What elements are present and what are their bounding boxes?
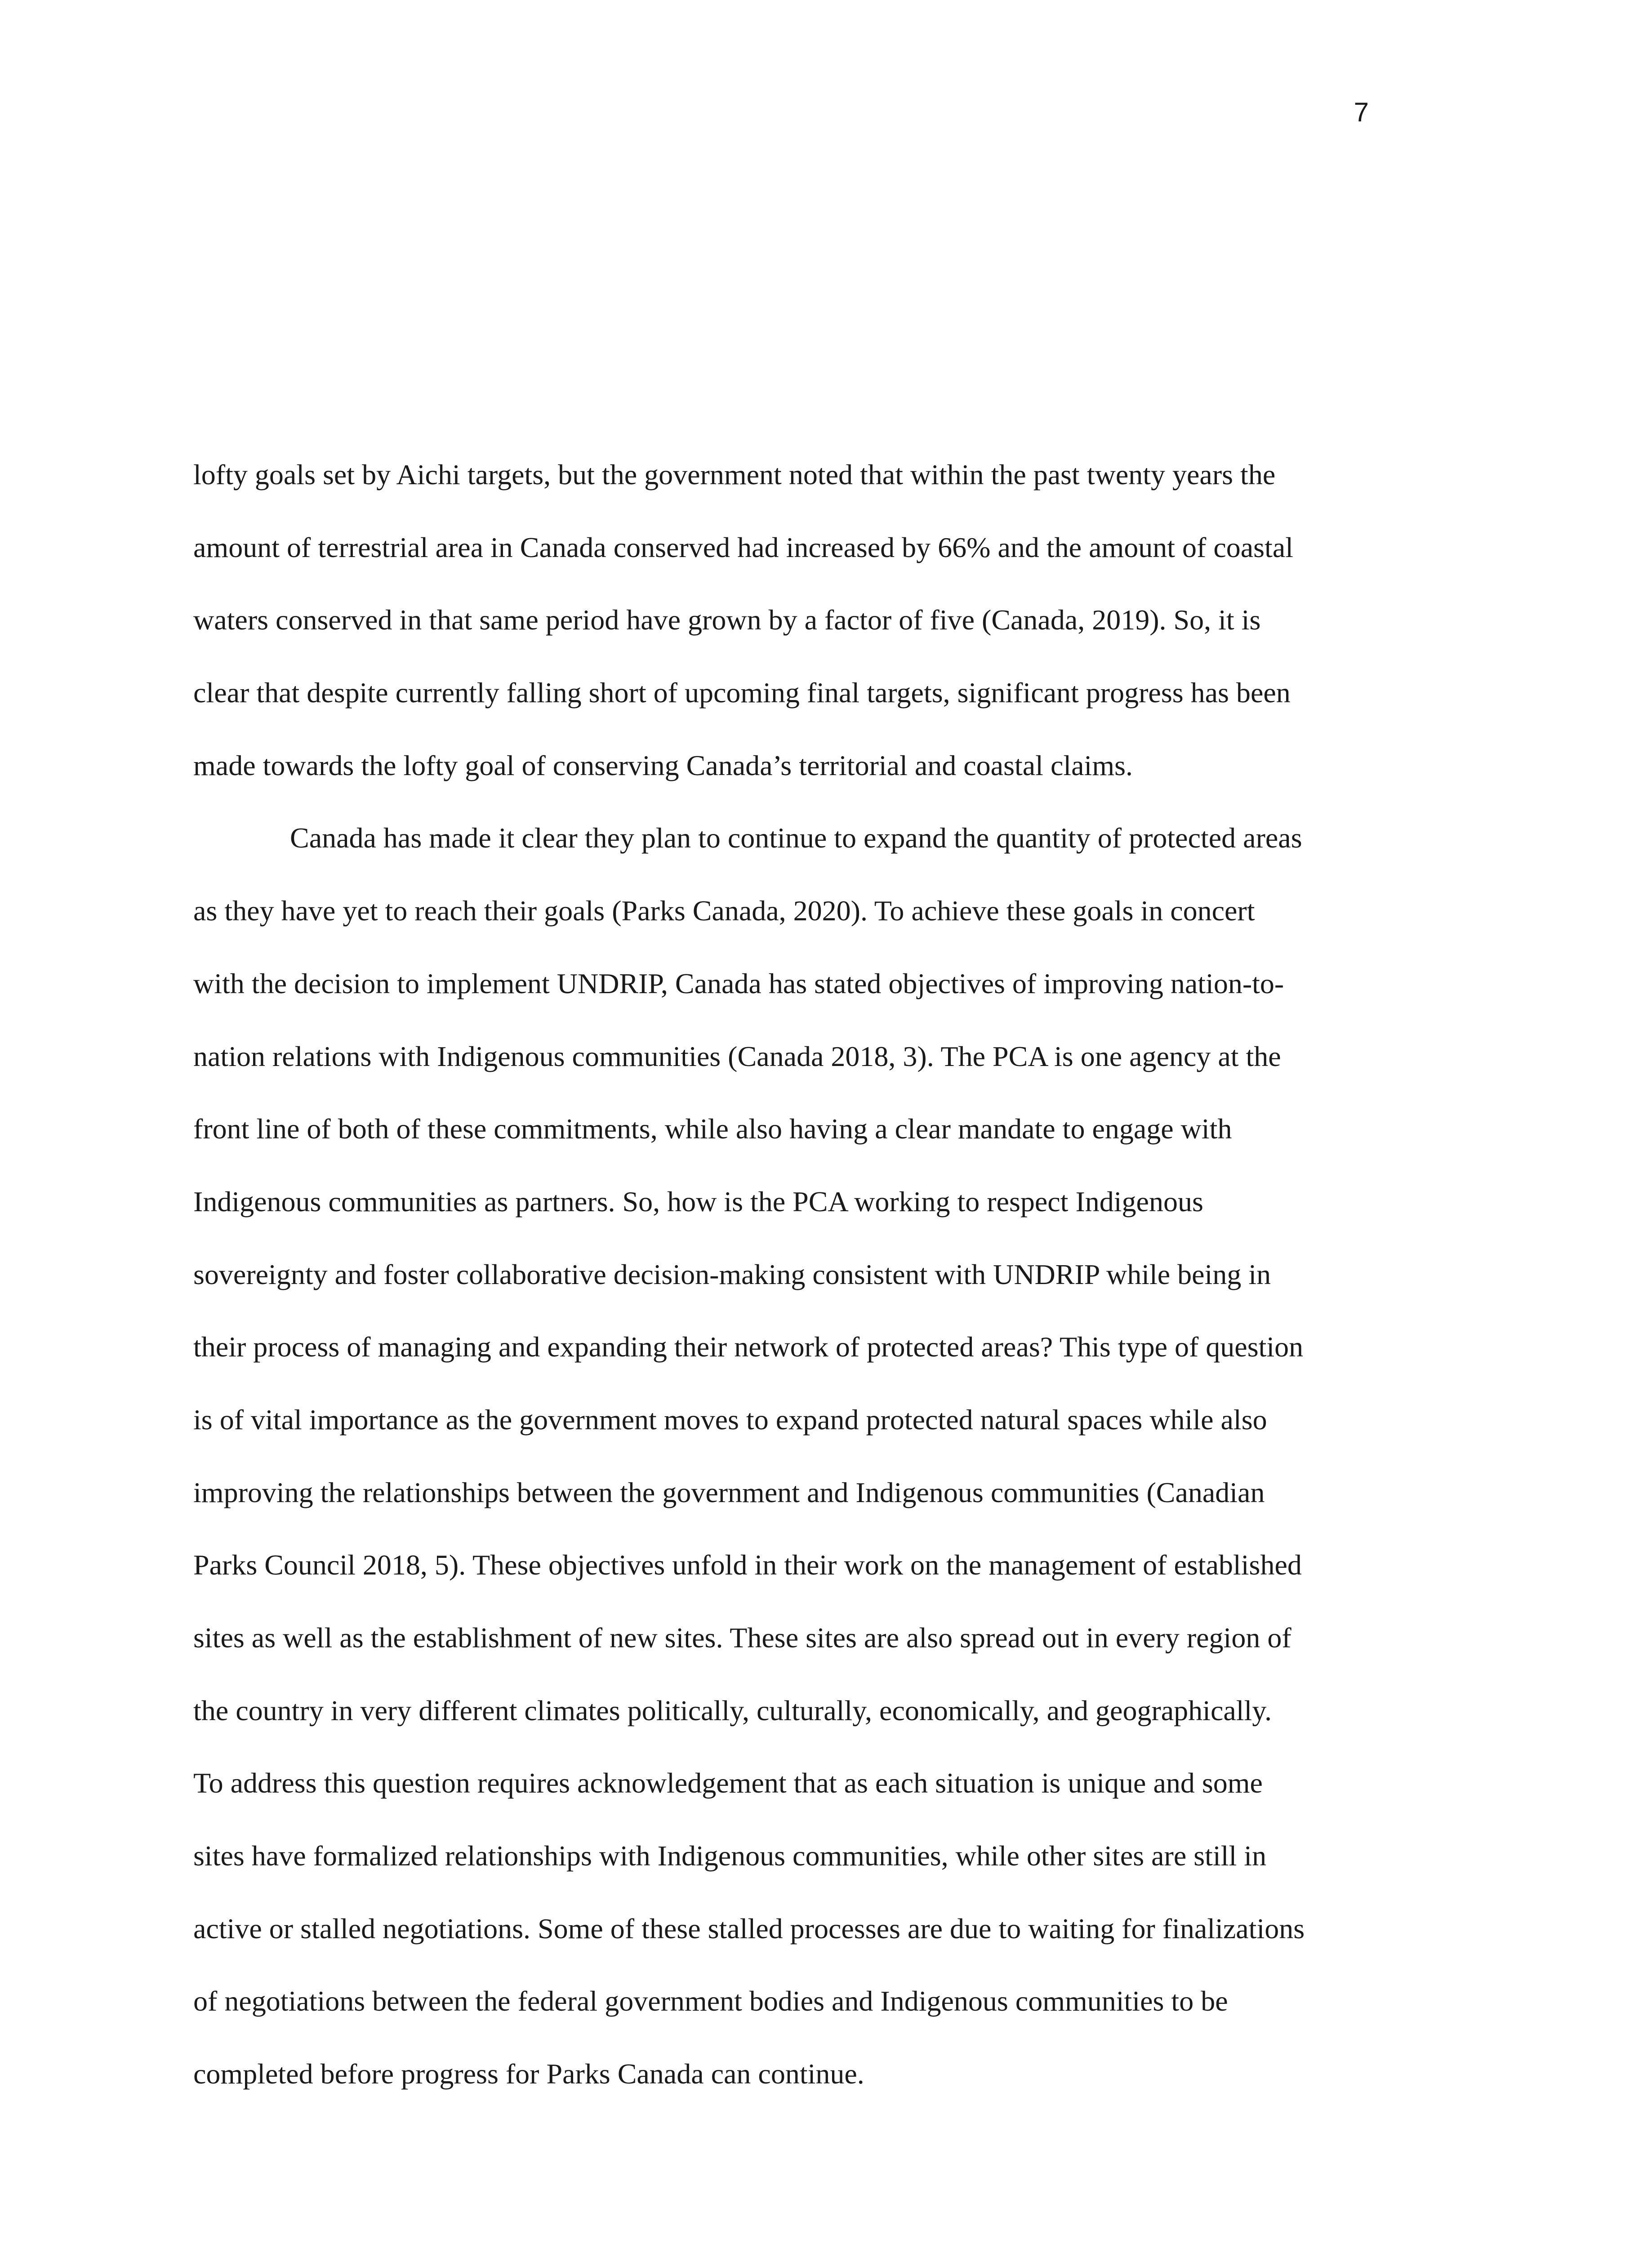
text-line: Parks Council 2018, 5). These objectives unfold in their work on the management of established [193,1549,1302,1581]
text-line: nation relations with Indigenous communities (Canada 2018, 3). The PCA is one agency at the [193,1040,1281,1072]
text-line: sites as well as the establishment of new sites. These sites are also spread out in every region of [193,1622,1291,1654]
text-line: of negotiations between the federal government bodies and Indigenous communities to be [193,1985,1228,2017]
text-line: with the decision to implement UNDRIP, Canada has stated objectives of improving nation-to- [193,967,1284,999]
paragraph-first-line: Canada has made it clear they plan to continue to expand the quantity of protected areas [290,822,1302,854]
text-line: clear that despite currently falling short of upcoming final targets, significant progress has been [193,677,1291,709]
text-line: as they have yet to reach their goals (Parks Canada, 2020). To achieve these goals in concert [193,895,1255,927]
text-line: front line of both of these commitments, while also having a clear mandate to engage with [193,1113,1232,1145]
text-line: amount of terrestrial area in Canada conserved had increased by 66% and the amount of coastal [193,531,1294,563]
text-line: lofty goals set by Aichi targets, but the government noted that within the past twenty years the [193,459,1276,491]
text-line: made towards the lofty goal of conserving Canada’s territorial and coastal claims. [193,749,1133,781]
body-text [193,438,1452,2110]
text-line: completed before progress for Parks Canada can continue. [193,2058,864,2090]
text-line: sovereignty and foster collaborative decision-making consistent with UNDRIP while being in [193,1258,1271,1290]
text-line: Indigenous communities as partners. So, how is the PCA working to respect Indigenous [193,1185,1203,1218]
text-line: waters conserved in that same period have grown by a factor of five (Canada, 2019). So, it is [193,604,1261,636]
text-line: active or stalled negotiations. Some of these stalled processes are due to waiting for finalizations [193,1912,1305,1945]
text-line: their process of managing and expanding their network of protected areas? This type of question [193,1331,1304,1363]
text-line: To address this question requires acknowledgement that as each situation is unique and some [193,1767,1263,1799]
text-line: sites have formalized relationships with Indigenous communities, while other sites are still in [193,1840,1267,1872]
page-number: 7 [1354,97,1369,127]
text-line: improving the relationships between the government and Indigenous communities (Canadian [193,1476,1265,1508]
text-line: is of vital importance as the government moves to expand protected natural spaces while also [193,1403,1267,1436]
text-line: the country in very different climates politically, culturally, economically, and geographically. [193,1694,1272,1726]
